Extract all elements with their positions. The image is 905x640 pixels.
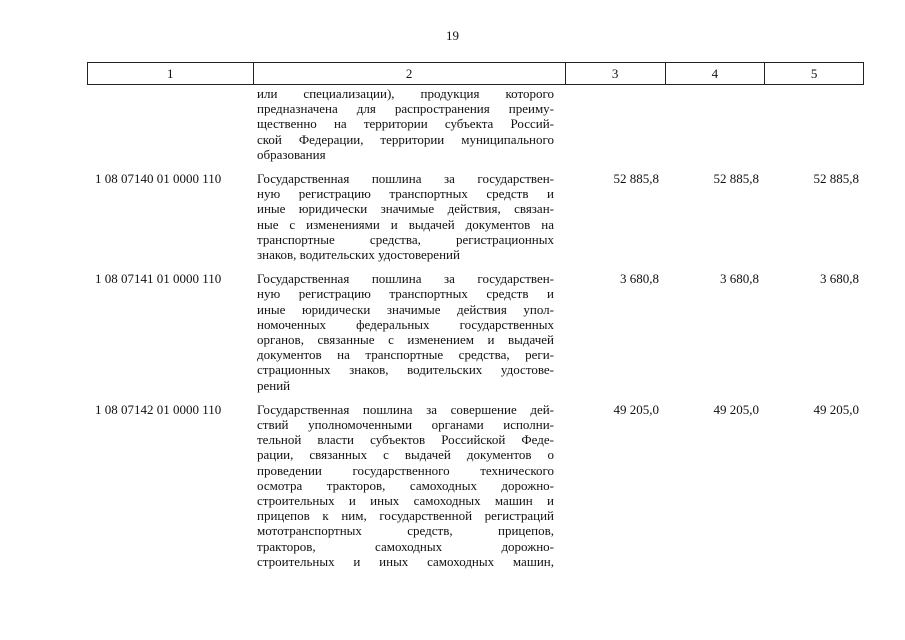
value-col-5: 52 885,8 [813, 171, 859, 187]
page-number: 19 [446, 28, 459, 43]
desc-line: ные с изменениями и выдачей документов на [257, 216, 554, 232]
desc-line: ствий уполномоченными органами исполни- [257, 417, 554, 433]
desc-line: Государственная пошлина за совершение дей- [257, 401, 554, 417]
desc-line: проведении государственного технического [257, 462, 554, 478]
value-col-3: 3 680,8 [620, 271, 659, 287]
desc-line: образования [257, 146, 326, 162]
row-code: 1 08 07141 01 0000 110 [95, 271, 222, 287]
desc-line: тракторов, самоходных дорожно- [257, 538, 554, 554]
desc-line: страционных знаков, водительских удостове- [257, 362, 554, 378]
table-row [87, 171, 864, 262]
row-description [252, 402, 565, 569]
value-col-3: 49 205,0 [613, 401, 659, 417]
desc-line: номоченных федеральных государственных [257, 316, 554, 332]
desc-line: предназначена для распространения преиму- [257, 101, 554, 117]
desc-line: документов на транспортные средства, реги- [257, 347, 554, 363]
row-code: 1 08 07142 01 0000 110 [95, 401, 222, 417]
row-description [252, 171, 565, 262]
desc-line: щественно на территории субъекта Россий- [257, 116, 554, 132]
value-col-4: 49 205,0 [713, 401, 759, 417]
table-header [87, 62, 864, 85]
table-body [87, 86, 864, 578]
value-col-4: 3 680,8 [720, 271, 759, 287]
desc-line: ную регистрацию транспортных средств и [257, 186, 554, 202]
value-col-5: 3 680,8 [820, 271, 859, 287]
desc-line: строительных и иных самоходных машин, [257, 553, 554, 569]
value-col-4: 52 885,8 [713, 171, 759, 187]
desc-line: или специализации), продукция которого [257, 86, 554, 101]
desc-line: иные юридически значимые действия, связан- [257, 201, 554, 217]
table-row [87, 402, 864, 569]
desc-line: иные юридически значимые действия упол- [257, 301, 554, 317]
row-description [252, 86, 565, 162]
desc-line: ную регистрацию транспортных средств и [257, 286, 554, 302]
desc-line: рации, связанных с выдачей документов о [257, 447, 554, 463]
header-col-3: 3 [565, 63, 665, 84]
desc-line: строительных и иных самоходных машин и [257, 493, 554, 509]
value-col-5: 49 205,0 [813, 401, 859, 417]
desc-line: мототранспортных средств, прицепов, [257, 523, 554, 539]
row-code: 1 08 07140 01 0000 110 [95, 171, 222, 187]
desc-line: знаков, водительских удостоверений [257, 247, 460, 263]
desc-line: рений [257, 377, 291, 393]
desc-line: тельной власти субъектов Российской Феде- [257, 432, 554, 448]
table-row [87, 271, 864, 393]
row-code [87, 86, 252, 162]
header-col-4: 4 [665, 63, 765, 84]
header-col-5: 5 [764, 63, 863, 84]
desc-line: Государственная пошлина за государствен- [257, 271, 554, 287]
header-col-2: 2 [253, 63, 565, 84]
desc-line: органов, связанные с изменением и выдачей [257, 332, 554, 348]
row-description [252, 271, 565, 393]
value-col-3: 52 885,8 [613, 171, 659, 187]
desc-line: осмотра тракторов, самоходных дорожно- [257, 477, 554, 493]
table-row-continuation [87, 86, 864, 162]
desc-line: транспортные средства, регистрационных [257, 231, 554, 247]
desc-line: прицепов к ним, государственной регистраций [257, 508, 554, 524]
header-col-1: 1 [167, 66, 174, 81]
desc-line: Государственная пошлина за государствен- [257, 171, 554, 187]
desc-line: ской Федерации, территории муниципального [257, 131, 554, 147]
